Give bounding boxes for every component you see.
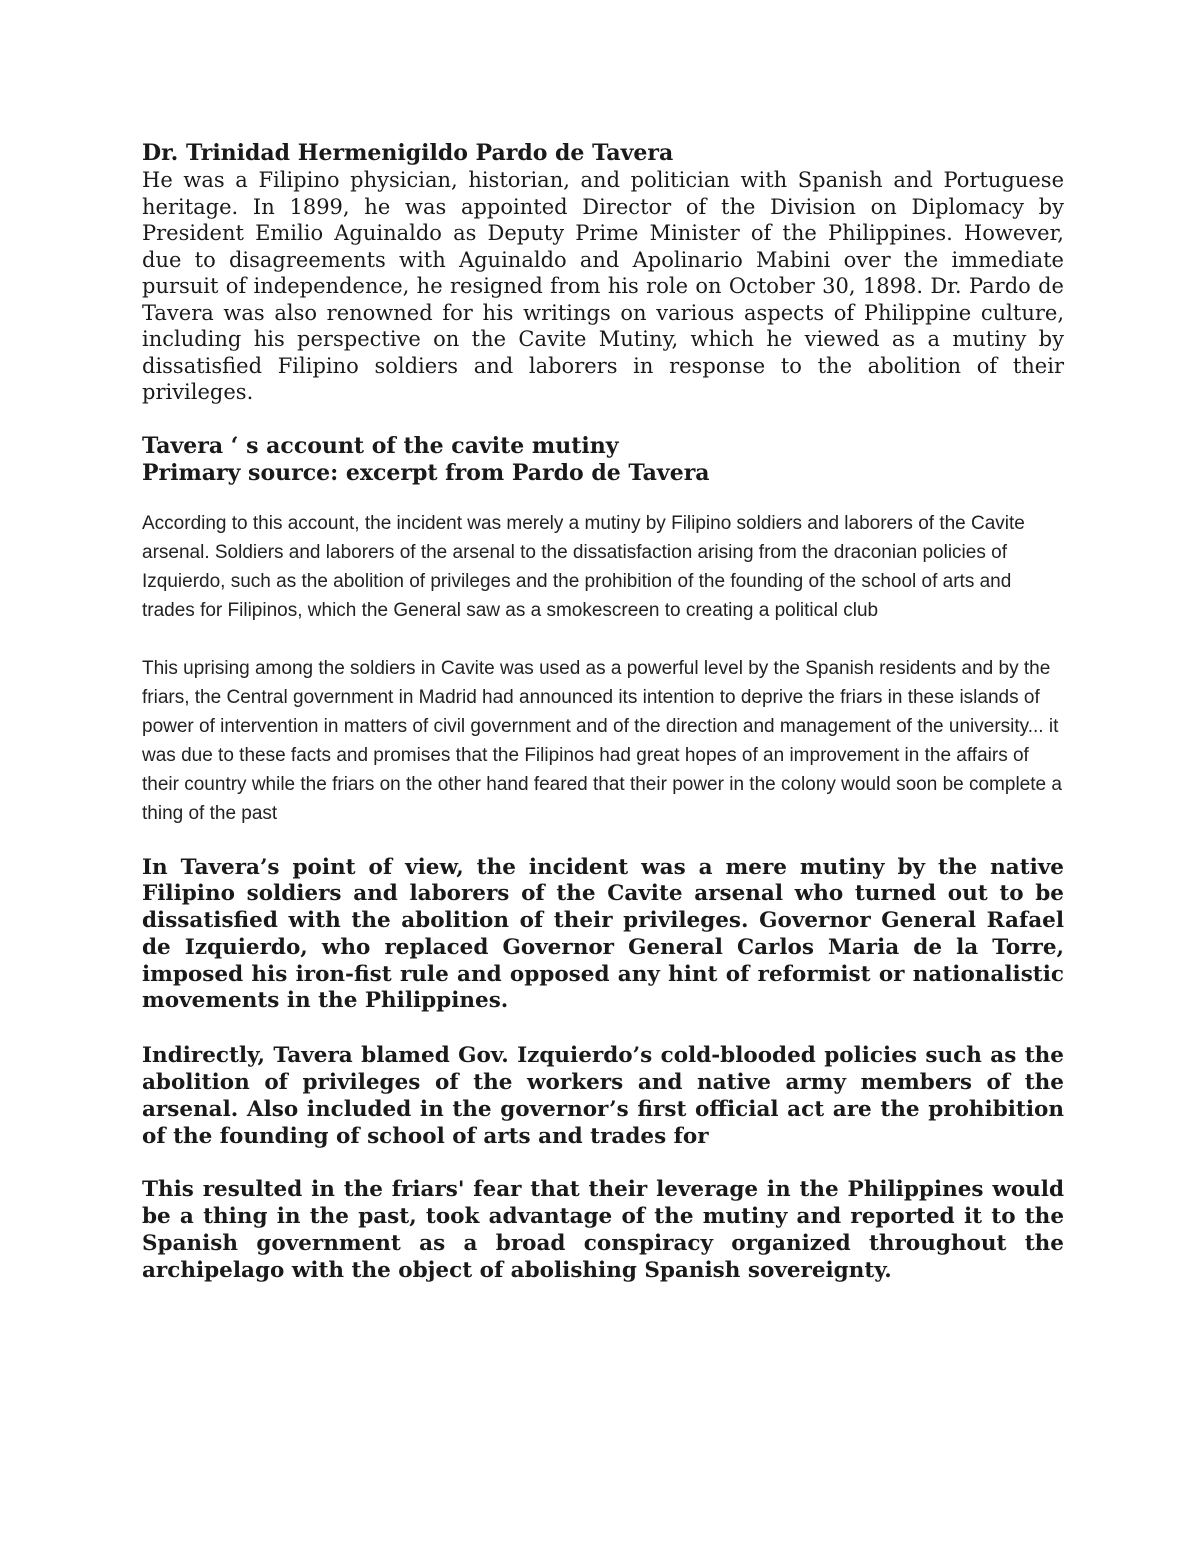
spacer xyxy=(142,487,1064,509)
excerpt-paragraph-1: According to this account, the incident was merely a mutiny by Filipino soldiers and laborers of the Cavite arsenal. Soldiers and laborers of the arsenal to the dissatisfaction arising from the draconian policies of Izquierdo, such as the abolition of privileges and the prohibition of the founding of the school of arts and trades for Filipinos, which the General saw as a smokescreen to creating a political club xyxy=(142,512,1025,621)
spacer xyxy=(142,406,1064,433)
section-heading-account: Tavera ‘ s account of the cavite mutiny xyxy=(142,432,619,459)
spacer xyxy=(142,1015,1064,1043)
document-page xyxy=(142,140,1064,1285)
analysis-paragraph-1: In Tavera’s point of view, the incident was a mere mutiny by the native Filipino soldiers and laborers of the Cavite arsenal who turned out to be dissatisfied with the abolition of their privileges. Governor General Rafael de Izquierdo, who replaced Governor General Carlos Maria de la Torre, imposed his iron-fist rule and opposed any hint of reformist or nationalistic movements in the Philippines. xyxy=(142,854,1064,1014)
spacer xyxy=(142,625,1064,654)
biography-paragraph: He was a Filipino physician, historian, and politician with Spanish and Portuguese heritage. In 1899, he was appointed Director of the Division on Diplomacy by President Emilio Aguinaldo as Deputy Prime Minister of the Philippines. However, due to disagreements with Aguinaldo and Apolinario Mabini over the immediate pursuit of independence, he resigned from his role on October 30, 1898. Dr. Pardo de Tavera was also renowned for his writings on various aspects of Philippine culture, including his perspective on the Cavite Mutiny, which he viewed as a mutiny by dissatisfied Filipino soldiers and laborers in response to the abolition of their privileges. xyxy=(142,168,1064,404)
spacer xyxy=(142,828,1064,855)
document-title: Dr. Trinidad Hermenigildo Pardo de Tavera xyxy=(142,140,674,166)
excerpt-paragraph-2: This uprising among the soldiers in Cavite was used as a powerful level by the Spanish residents and by the friars, the Central government in Madrid had announced its intention to deprive the friars in these islands of power of intervention in matters of civil government and of the direction and management of the university... it was due to these facts and promises that the Filipinos had great hopes of an improvement in the affairs of their country while the friars on the other hand feared that their power in the colony would soon be complete a thing of the past xyxy=(142,657,1062,824)
section-heading-primary-source: Primary source: excerpt from Pardo de Tavera xyxy=(142,459,710,486)
analysis-paragraph-2: Indirectly, Tavera blamed Gov. Izquierdo’s cold-blooded policies such as the abolition of privileges of the workers and native army members of the arsenal. Also included in the governor’s first official act are the prohibition of the founding of school of arts and trades for xyxy=(142,1043,1064,1149)
analysis-paragraph-3: This resulted in the friars' fear that their leverage in the Philippines would be a thing in the past, took advantage of the mutiny and reported it to the Spanish government as a broad conspiracy organized throughout the archipelago with the object of abolishing Spanish sovereignty. xyxy=(142,1177,1064,1283)
spacer xyxy=(142,1150,1064,1177)
